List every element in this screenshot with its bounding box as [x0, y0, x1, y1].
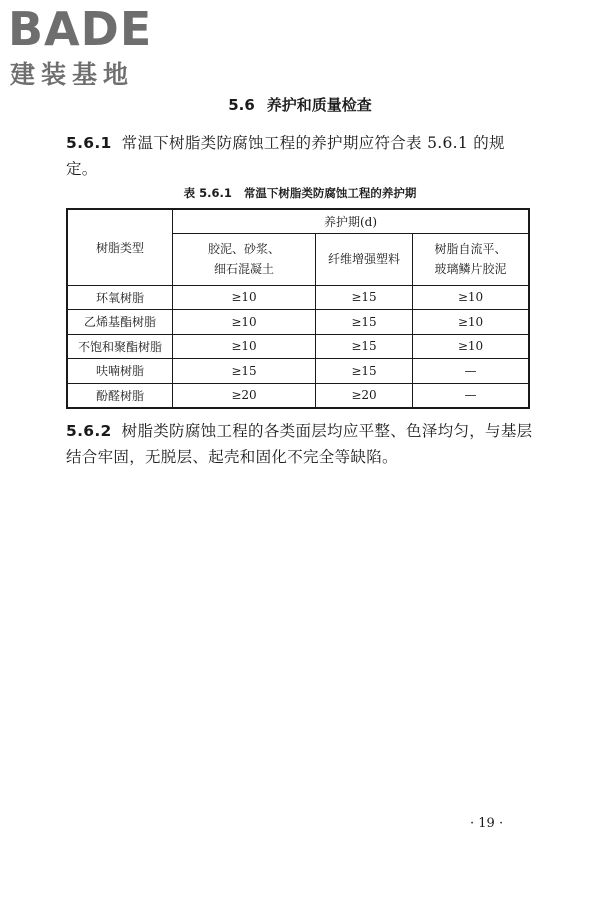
- section-number: 5.6: [228, 96, 255, 114]
- row-value: ≥15: [316, 334, 413, 359]
- logo-wordmark: BADE: [8, 2, 153, 56]
- row-resin-type: 环氧树脂: [67, 285, 173, 310]
- header-column-1-line2: 细石混凝土: [213, 262, 274, 276]
- curing-period-table: [66, 208, 530, 409]
- header-column-3-line2: 玻璃鳞片胶泥: [434, 262, 507, 276]
- table-row: [67, 359, 529, 384]
- logo: [8, 4, 178, 94]
- row-value: ≥20: [173, 383, 316, 408]
- page-number: · 19 ·: [470, 816, 504, 831]
- row-value: ≥15: [316, 310, 413, 335]
- table-row: [67, 310, 529, 335]
- table-row: [67, 334, 529, 359]
- row-value: ≥20: [316, 383, 413, 408]
- row-value: ≥10: [173, 334, 316, 359]
- table-caption: [0, 185, 600, 201]
- clause-text: 树脂类防腐蚀工程的各类面层均应平整、色泽均匀，与基层结合牢固，无脱层、起壳和固化不完全等缺陷。: [66, 422, 533, 466]
- header-column-3-line1: 树脂自流平、: [434, 242, 507, 256]
- section-heading: 养护和质量检查: [266, 96, 372, 114]
- table-row: [67, 383, 529, 408]
- row-resin-type: 呋喃树脂: [67, 359, 173, 384]
- header-column-3: [413, 233, 530, 285]
- logo-subtitle: 建装基地: [10, 60, 135, 89]
- clause-number: 5.6.2: [66, 422, 112, 440]
- table-number: 表 5.6.1: [183, 186, 232, 200]
- clause-number: 5.6.1: [66, 134, 112, 152]
- row-value: ≥10: [413, 285, 530, 310]
- row-resin-type: 酚醛树脂: [67, 383, 173, 408]
- header-curing-period: 养护期(d): [173, 209, 530, 233]
- row-value: ≥10: [413, 310, 530, 335]
- row-resin-type: 乙烯基酯树脂: [67, 310, 173, 335]
- row-value: ≥15: [316, 359, 413, 384]
- clause-5-6-2: [66, 418, 536, 470]
- table-row: [67, 285, 529, 310]
- row-resin-type: 不饱和聚酯树脂: [67, 334, 173, 359]
- row-value: —: [413, 383, 530, 408]
- header-column-1: [173, 233, 316, 285]
- header-column-1-line1: 胶泥、砂浆、: [207, 242, 280, 256]
- row-value: ≥10: [173, 285, 316, 310]
- header-resin-type: 树脂类型: [67, 209, 173, 285]
- row-value: ≥15: [316, 285, 413, 310]
- row-value: ≥10: [413, 334, 530, 359]
- clause-5-6-1: [66, 130, 536, 182]
- row-value: ≥15: [173, 359, 316, 384]
- clause-text: 常温下树脂类防腐蚀工程的养护期应符合表 5.6.1 的规定。: [66, 134, 505, 178]
- row-value: —: [413, 359, 530, 384]
- section-title: [0, 95, 600, 115]
- row-value: ≥10: [173, 310, 316, 335]
- table-title: 常温下树脂类防腐蚀工程的养护期: [243, 186, 417, 200]
- header-column-2: 纤维增强塑料: [316, 233, 413, 285]
